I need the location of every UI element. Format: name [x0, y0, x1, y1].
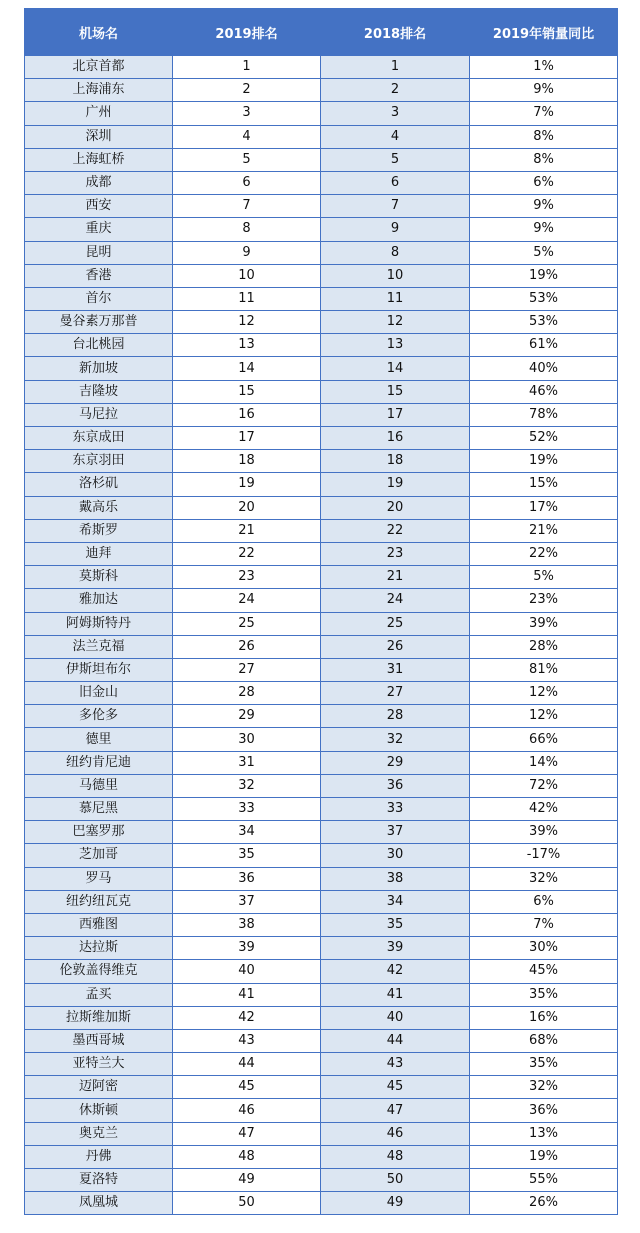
cell-sales-yoy: 32% [470, 1076, 618, 1099]
cell-airport-name: 法兰克福 [25, 635, 173, 658]
cell-rank-2019: 38 [173, 913, 321, 936]
cell-sales-yoy: 45% [470, 960, 618, 983]
cell-airport-name: 迪拜 [25, 542, 173, 565]
cell-rank-2019: 1 [173, 56, 321, 79]
cell-airport-name: 夏洛特 [25, 1169, 173, 1192]
cell-sales-yoy: 6% [470, 171, 618, 194]
table-row [25, 937, 618, 960]
table-row [25, 589, 618, 612]
table-row [25, 171, 618, 194]
cell-sales-yoy: 66% [470, 728, 618, 751]
cell-rank-2018: 37 [321, 821, 470, 844]
cell-rank-2018: 27 [321, 682, 470, 705]
cell-rank-2018: 43 [321, 1053, 470, 1076]
cell-sales-yoy: 55% [470, 1169, 618, 1192]
cell-rank-2018: 42 [321, 960, 470, 983]
cell-rank-2018: 26 [321, 635, 470, 658]
cell-rank-2019: 39 [173, 937, 321, 960]
cell-rank-2018: 5 [321, 148, 470, 171]
cell-rank-2018: 40 [321, 1006, 470, 1029]
cell-rank-2018: 24 [321, 589, 470, 612]
cell-rank-2018: 7 [321, 195, 470, 218]
cell-sales-yoy: 13% [470, 1122, 618, 1145]
cell-rank-2018: 39 [321, 937, 470, 960]
cell-rank-2018: 30 [321, 844, 470, 867]
cell-rank-2019: 3 [173, 102, 321, 125]
cell-rank-2018: 33 [321, 798, 470, 821]
cell-rank-2019: 32 [173, 774, 321, 797]
cell-sales-yoy: 35% [470, 1053, 618, 1076]
cell-rank-2018: 38 [321, 867, 470, 890]
cell-rank-2018: 45 [321, 1076, 470, 1099]
table-row [25, 983, 618, 1006]
cell-airport-name: 慕尼黑 [25, 798, 173, 821]
table-row [25, 1122, 618, 1145]
cell-airport-name: 巴塞罗那 [25, 821, 173, 844]
cell-sales-yoy: -17% [470, 844, 618, 867]
cell-sales-yoy: 17% [470, 496, 618, 519]
table-row [25, 751, 618, 774]
cell-rank-2019: 31 [173, 751, 321, 774]
cell-rank-2019: 50 [173, 1192, 321, 1215]
cell-sales-yoy: 9% [470, 195, 618, 218]
cell-sales-yoy: 5% [470, 566, 618, 589]
cell-rank-2019: 49 [173, 1169, 321, 1192]
cell-rank-2018: 15 [321, 380, 470, 403]
table-row [25, 195, 618, 218]
cell-airport-name: 迈阿密 [25, 1076, 173, 1099]
table-row [25, 264, 618, 287]
cell-airport-name: 洛杉矶 [25, 473, 173, 496]
cell-sales-yoy: 7% [470, 102, 618, 125]
cell-rank-2018: 28 [321, 705, 470, 728]
cell-rank-2019: 29 [173, 705, 321, 728]
cell-sales-yoy: 21% [470, 519, 618, 542]
cell-sales-yoy: 46% [470, 380, 618, 403]
cell-rank-2018: 36 [321, 774, 470, 797]
cell-rank-2018: 16 [321, 427, 470, 450]
cell-rank-2019: 40 [173, 960, 321, 983]
cell-airport-name: 雅加达 [25, 589, 173, 612]
cell-airport-name: 上海虹桥 [25, 148, 173, 171]
table-row [25, 218, 618, 241]
cell-airport-name: 丹佛 [25, 1145, 173, 1168]
cell-sales-yoy: 68% [470, 1029, 618, 1052]
cell-rank-2018: 20 [321, 496, 470, 519]
table-row [25, 1029, 618, 1052]
cell-airport-name: 伦敦盖得维克 [25, 960, 173, 983]
cell-sales-yoy: 16% [470, 1006, 618, 1029]
cell-airport-name: 德里 [25, 728, 173, 751]
cell-sales-yoy: 9% [470, 79, 618, 102]
cell-rank-2019: 45 [173, 1076, 321, 1099]
cell-sales-yoy: 14% [470, 751, 618, 774]
header-rank-2019: 2019排名 [173, 9, 321, 56]
cell-airport-name: 亚特兰大 [25, 1053, 173, 1076]
table-row [25, 148, 618, 171]
cell-rank-2018: 31 [321, 658, 470, 681]
table-row [25, 658, 618, 681]
cell-sales-yoy: 53% [470, 287, 618, 310]
cell-rank-2019: 36 [173, 867, 321, 890]
header-row [25, 9, 618, 56]
cell-rank-2019: 30 [173, 728, 321, 751]
cell-airport-name: 休斯顿 [25, 1099, 173, 1122]
cell-rank-2019: 21 [173, 519, 321, 542]
cell-rank-2018: 17 [321, 403, 470, 426]
cell-rank-2019: 48 [173, 1145, 321, 1168]
cell-airport-name: 曼谷素万那普 [25, 311, 173, 334]
cell-airport-name: 奥克兰 [25, 1122, 173, 1145]
table-row [25, 473, 618, 496]
cell-airport-name: 阿姆斯特丹 [25, 612, 173, 635]
table-row [25, 1145, 618, 1168]
cell-rank-2019: 19 [173, 473, 321, 496]
table-row [25, 774, 618, 797]
cell-sales-yoy: 19% [470, 1145, 618, 1168]
cell-rank-2018: 50 [321, 1169, 470, 1192]
cell-rank-2019: 15 [173, 380, 321, 403]
cell-rank-2018: 25 [321, 612, 470, 635]
cell-rank-2019: 18 [173, 450, 321, 473]
cell-rank-2018: 34 [321, 890, 470, 913]
cell-rank-2018: 47 [321, 1099, 470, 1122]
cell-rank-2019: 17 [173, 427, 321, 450]
cell-airport-name: 重庆 [25, 218, 173, 241]
table-row [25, 867, 618, 890]
header-rank-2018: 2018排名 [321, 9, 470, 56]
cell-sales-yoy: 39% [470, 612, 618, 635]
cell-airport-name: 新加坡 [25, 357, 173, 380]
cell-sales-yoy: 22% [470, 542, 618, 565]
cell-rank-2018: 18 [321, 450, 470, 473]
cell-rank-2019: 5 [173, 148, 321, 171]
cell-rank-2018: 23 [321, 542, 470, 565]
cell-rank-2019: 7 [173, 195, 321, 218]
cell-airport-name: 多伦多 [25, 705, 173, 728]
table-row [25, 705, 618, 728]
cell-rank-2019: 22 [173, 542, 321, 565]
cell-rank-2018: 6 [321, 171, 470, 194]
cell-sales-yoy: 23% [470, 589, 618, 612]
header-sales-yoy-2019: 2019年销量同比 [470, 9, 618, 56]
cell-sales-yoy: 42% [470, 798, 618, 821]
cell-rank-2019: 13 [173, 334, 321, 357]
cell-rank-2019: 43 [173, 1029, 321, 1052]
cell-airport-name: 纽约纽瓦克 [25, 890, 173, 913]
cell-rank-2018: 14 [321, 357, 470, 380]
cell-airport-name: 凤凰城 [25, 1192, 173, 1215]
cell-rank-2018: 9 [321, 218, 470, 241]
cell-sales-yoy: 40% [470, 357, 618, 380]
cell-rank-2019: 20 [173, 496, 321, 519]
table-row [25, 635, 618, 658]
cell-airport-name: 芝加哥 [25, 844, 173, 867]
cell-sales-yoy: 8% [470, 148, 618, 171]
table-row [25, 1099, 618, 1122]
cell-rank-2019: 10 [173, 264, 321, 287]
cell-rank-2019: 33 [173, 798, 321, 821]
cell-rank-2019: 25 [173, 612, 321, 635]
cell-rank-2019: 23 [173, 566, 321, 589]
cell-rank-2019: 35 [173, 844, 321, 867]
cell-airport-name: 伊斯坦布尔 [25, 658, 173, 681]
cell-rank-2019: 6 [173, 171, 321, 194]
cell-sales-yoy: 72% [470, 774, 618, 797]
cell-rank-2018: 21 [321, 566, 470, 589]
cell-airport-name: 首尔 [25, 287, 173, 310]
cell-sales-yoy: 61% [470, 334, 618, 357]
table-row [25, 1053, 618, 1076]
cell-airport-name: 罗马 [25, 867, 173, 890]
cell-rank-2018: 3 [321, 102, 470, 125]
cell-airport-name: 东京羽田 [25, 450, 173, 473]
table-row [25, 56, 618, 79]
cell-rank-2018: 2 [321, 79, 470, 102]
table-row [25, 1076, 618, 1099]
table-row [25, 682, 618, 705]
table-row [25, 728, 618, 751]
table-row [25, 1192, 618, 1215]
cell-airport-name: 希斯罗 [25, 519, 173, 542]
cell-rank-2019: 14 [173, 357, 321, 380]
cell-airport-name: 成都 [25, 171, 173, 194]
cell-sales-yoy: 6% [470, 890, 618, 913]
cell-rank-2018: 4 [321, 125, 470, 148]
table-row [25, 334, 618, 357]
table-row [25, 566, 618, 589]
cell-rank-2018: 11 [321, 287, 470, 310]
cell-airport-name: 达拉斯 [25, 937, 173, 960]
cell-sales-yoy: 9% [470, 218, 618, 241]
table-row [25, 102, 618, 125]
table-row [25, 380, 618, 403]
cell-sales-yoy: 8% [470, 125, 618, 148]
table-row [25, 357, 618, 380]
cell-sales-yoy: 26% [470, 1192, 618, 1215]
cell-sales-yoy: 53% [470, 311, 618, 334]
table-row [25, 125, 618, 148]
cell-airport-name: 马尼拉 [25, 403, 173, 426]
cell-rank-2018: 48 [321, 1145, 470, 1168]
cell-airport-name: 西安 [25, 195, 173, 218]
cell-sales-yoy: 32% [470, 867, 618, 890]
cell-airport-name: 拉斯维加斯 [25, 1006, 173, 1029]
cell-airport-name: 广州 [25, 102, 173, 125]
cell-rank-2019: 47 [173, 1122, 321, 1145]
table-row [25, 1169, 618, 1192]
cell-rank-2018: 13 [321, 334, 470, 357]
cell-airport-name: 上海浦东 [25, 79, 173, 102]
cell-airport-name: 孟买 [25, 983, 173, 1006]
cell-sales-yoy: 30% [470, 937, 618, 960]
cell-airport-name: 马德里 [25, 774, 173, 797]
table-row [25, 450, 618, 473]
cell-sales-yoy: 39% [470, 821, 618, 844]
cell-sales-yoy: 36% [470, 1099, 618, 1122]
cell-rank-2019: 42 [173, 1006, 321, 1029]
cell-airport-name: 深圳 [25, 125, 173, 148]
table-row [25, 844, 618, 867]
cell-sales-yoy: 78% [470, 403, 618, 426]
cell-sales-yoy: 19% [470, 264, 618, 287]
table-row [25, 287, 618, 310]
cell-sales-yoy: 52% [470, 427, 618, 450]
cell-airport-name: 吉隆坡 [25, 380, 173, 403]
cell-rank-2019: 2 [173, 79, 321, 102]
cell-sales-yoy: 35% [470, 983, 618, 1006]
table-row [25, 311, 618, 334]
table-row [25, 612, 618, 635]
table-row [25, 496, 618, 519]
table-row [25, 960, 618, 983]
cell-rank-2019: 46 [173, 1099, 321, 1122]
cell-rank-2018: 29 [321, 751, 470, 774]
table-row [25, 427, 618, 450]
table-row [25, 798, 618, 821]
cell-airport-name: 北京首都 [25, 56, 173, 79]
cell-airport-name: 墨西哥城 [25, 1029, 173, 1052]
airport-ranking-table [24, 8, 618, 1215]
table-row [25, 1006, 618, 1029]
cell-rank-2018: 46 [321, 1122, 470, 1145]
table-row [25, 79, 618, 102]
cell-rank-2018: 44 [321, 1029, 470, 1052]
cell-sales-yoy: 19% [470, 450, 618, 473]
table-row [25, 890, 618, 913]
cell-rank-2019: 41 [173, 983, 321, 1006]
cell-rank-2019: 26 [173, 635, 321, 658]
cell-sales-yoy: 5% [470, 241, 618, 264]
cell-rank-2018: 10 [321, 264, 470, 287]
cell-airport-name: 西雅图 [25, 913, 173, 936]
cell-rank-2018: 19 [321, 473, 470, 496]
table-row [25, 821, 618, 844]
table-row [25, 519, 618, 542]
cell-rank-2018: 1 [321, 56, 470, 79]
cell-rank-2018: 8 [321, 241, 470, 264]
cell-airport-name: 台北桃园 [25, 334, 173, 357]
cell-rank-2019: 28 [173, 682, 321, 705]
cell-airport-name: 莫斯科 [25, 566, 173, 589]
cell-rank-2019: 24 [173, 589, 321, 612]
cell-rank-2019: 4 [173, 125, 321, 148]
cell-rank-2019: 37 [173, 890, 321, 913]
cell-sales-yoy: 28% [470, 635, 618, 658]
cell-sales-yoy: 7% [470, 913, 618, 936]
cell-rank-2019: 16 [173, 403, 321, 426]
cell-rank-2018: 49 [321, 1192, 470, 1215]
cell-rank-2018: 41 [321, 983, 470, 1006]
cell-airport-name: 昆明 [25, 241, 173, 264]
cell-rank-2019: 34 [173, 821, 321, 844]
cell-sales-yoy: 1% [470, 56, 618, 79]
cell-rank-2019: 11 [173, 287, 321, 310]
cell-sales-yoy: 12% [470, 682, 618, 705]
cell-rank-2019: 27 [173, 658, 321, 681]
cell-sales-yoy: 15% [470, 473, 618, 496]
cell-sales-yoy: 81% [470, 658, 618, 681]
table-row [25, 241, 618, 264]
cell-rank-2019: 44 [173, 1053, 321, 1076]
cell-rank-2018: 32 [321, 728, 470, 751]
table-row [25, 542, 618, 565]
cell-rank-2019: 9 [173, 241, 321, 264]
cell-airport-name: 旧金山 [25, 682, 173, 705]
cell-rank-2019: 8 [173, 218, 321, 241]
cell-airport-name: 东京成田 [25, 427, 173, 450]
table-row [25, 403, 618, 426]
cell-sales-yoy: 12% [470, 705, 618, 728]
cell-airport-name: 香港 [25, 264, 173, 287]
cell-rank-2018: 12 [321, 311, 470, 334]
cell-airport-name: 戴高乐 [25, 496, 173, 519]
table-body [25, 56, 618, 1215]
cell-rank-2018: 22 [321, 519, 470, 542]
header-airport-name: 机场名 [25, 9, 173, 56]
table-header [25, 9, 618, 56]
table-row [25, 913, 618, 936]
cell-rank-2019: 12 [173, 311, 321, 334]
cell-rank-2018: 35 [321, 913, 470, 936]
cell-airport-name: 纽约肯尼迪 [25, 751, 173, 774]
